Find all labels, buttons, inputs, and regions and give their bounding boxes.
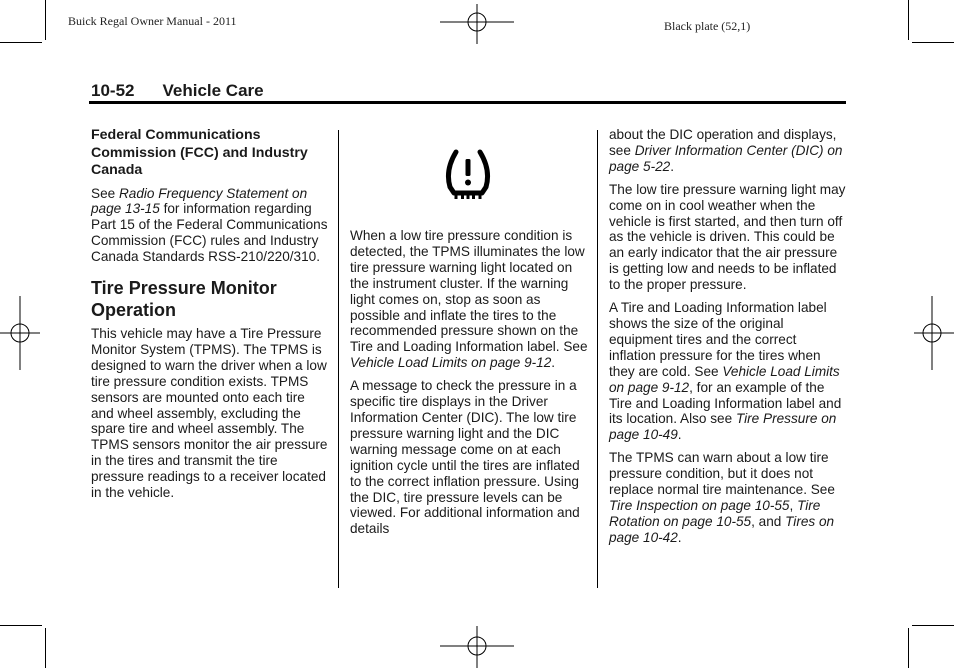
- crop-mark-br-v: [908, 628, 909, 668]
- crop-mark-bl-v: [45, 628, 46, 668]
- column-3: [609, 127, 847, 553]
- vehicle-load-limits-reference[interactable]: Vehicle Load Limits on page 9-12: [350, 355, 552, 371]
- tire-inspection-reference[interactable]: Tire Inspection on page 10-55: [609, 497, 790, 513]
- tire-pressure-warning-icon: [350, 127, 588, 228]
- tire-rotation-reference[interactable]: Tire Rotation on page 10-55: [609, 497, 821, 529]
- plate-label: Black plate (52,1): [664, 19, 751, 33]
- crop-mark-tl-v: [45, 0, 46, 40]
- dic-message-paragraph: A message to check the pressure in a specific tire displays in the Driver Information Center (DIC). The low tire pressure warning light and the DIC warning message come on at each ignition cycle until the tires are inflated to the correct inflation pressure. Using the DIC, tire pressure levels can be viewed. For additional information and details: [350, 378, 580, 537]
- registration-mark-bottom: [440, 626, 514, 668]
- tpms-heading: Tire Pressure Monitor Operation: [91, 278, 277, 321]
- column-divider-1: [338, 130, 339, 588]
- manual-title: Buick Regal Owner Manual - 2011: [68, 14, 237, 28]
- dic-reference[interactable]: Driver Information Center (DIC) on page 5-22: [609, 142, 843, 174]
- section-title: Vehicle Care: [162, 81, 264, 100]
- page-number: 10-52: [91, 81, 135, 100]
- registration-mark-top: [440, 4, 514, 44]
- crop-mark-bl-h: [0, 625, 42, 626]
- vehicle-load-limits-reference-2[interactable]: Vehicle Load Limits on page 9-12: [609, 363, 840, 395]
- column-2: [350, 127, 588, 544]
- crop-mark-tr-h: [912, 42, 954, 43]
- tires-reference[interactable]: Tires on page 10-42: [609, 513, 835, 545]
- crop-mark-tl-h: [0, 42, 42, 43]
- column-divider-2: [597, 130, 598, 588]
- cool-weather-paragraph: The low tire pressure warning light may come on in cool weather when the vehicle is first started, and then turn off as the vehicle is driven. This could be an early indicator that the air pressure is getting low and needs to be inflated to the proper pressure.: [609, 181, 846, 293]
- fcc-paragraph: See Radio Frequency Statement on page 13-15 for information regarding Part 15 of the Federal Communications Commission (FCC) rules and Industry Canada Standards RSS-210/220/310.: [91, 185, 328, 265]
- fcc-reference[interactable]: Radio Frequency Statement on page 13-15: [91, 185, 308, 217]
- header-rule: [89, 101, 846, 104]
- registration-mark-right: [914, 296, 954, 370]
- tire-pressure-reference[interactable]: Tire Pressure on page 10-49: [609, 411, 837, 443]
- maintenance-paragraph: The TPMS can warn about a low tire pressure condition, but it does not replace normal tire maintenance. See Tire Inspection on page 10-55, Tire Rotation on page 10-55, and Tires on page 10-42.: [609, 450, 835, 545]
- dic-reference-paragraph: about the DIC operation and displays, see Driver Information Center (DIC) on page 5-22.: [609, 127, 843, 174]
- tpms-paragraph: This vehicle may have a Tire Pressure Monitor System (TPMS). The TPMS is designed to warn the driver when a low tire pressure condition exists. TPMS sensors are mounted onto each tire and wheel assembly, excluding the spare tire and wheel assembly. The TPMS sensors monitor the air pressure in the tires and transmit the tire pressure readings to a receiver located in the vehicle.: [91, 326, 328, 501]
- tpms-light-paragraph: When a low tire pressure condition is detected, the TPMS illuminates the low tire pressure warning light located on the instrument cluster. If the warning light comes on, stop as soon as possible and inflate the tires to the recommended pressure shown on the Tire and Loading Information label. See Vehicle Load Limits on page 9-12.: [350, 228, 588, 371]
- crop-mark-tr-v: [908, 0, 909, 40]
- crop-mark-br-h: [912, 625, 954, 626]
- registration-mark-left: [0, 296, 40, 370]
- column-1: [91, 127, 331, 508]
- page-heading: [91, 81, 264, 101]
- tire-label-paragraph: A Tire and Loading Information label shows the size of the original equipment tires and the correct inflation pressure for the tires when they are cold. See Vehicle Load Limits on page 9-12, for an example of the Tire and Loading Information label and its location. Also see Tire Pressure on page 10-49.: [609, 300, 842, 443]
- fcc-heading: Federal Communications Commission (FCC) and Industry Canada: [91, 127, 308, 178]
